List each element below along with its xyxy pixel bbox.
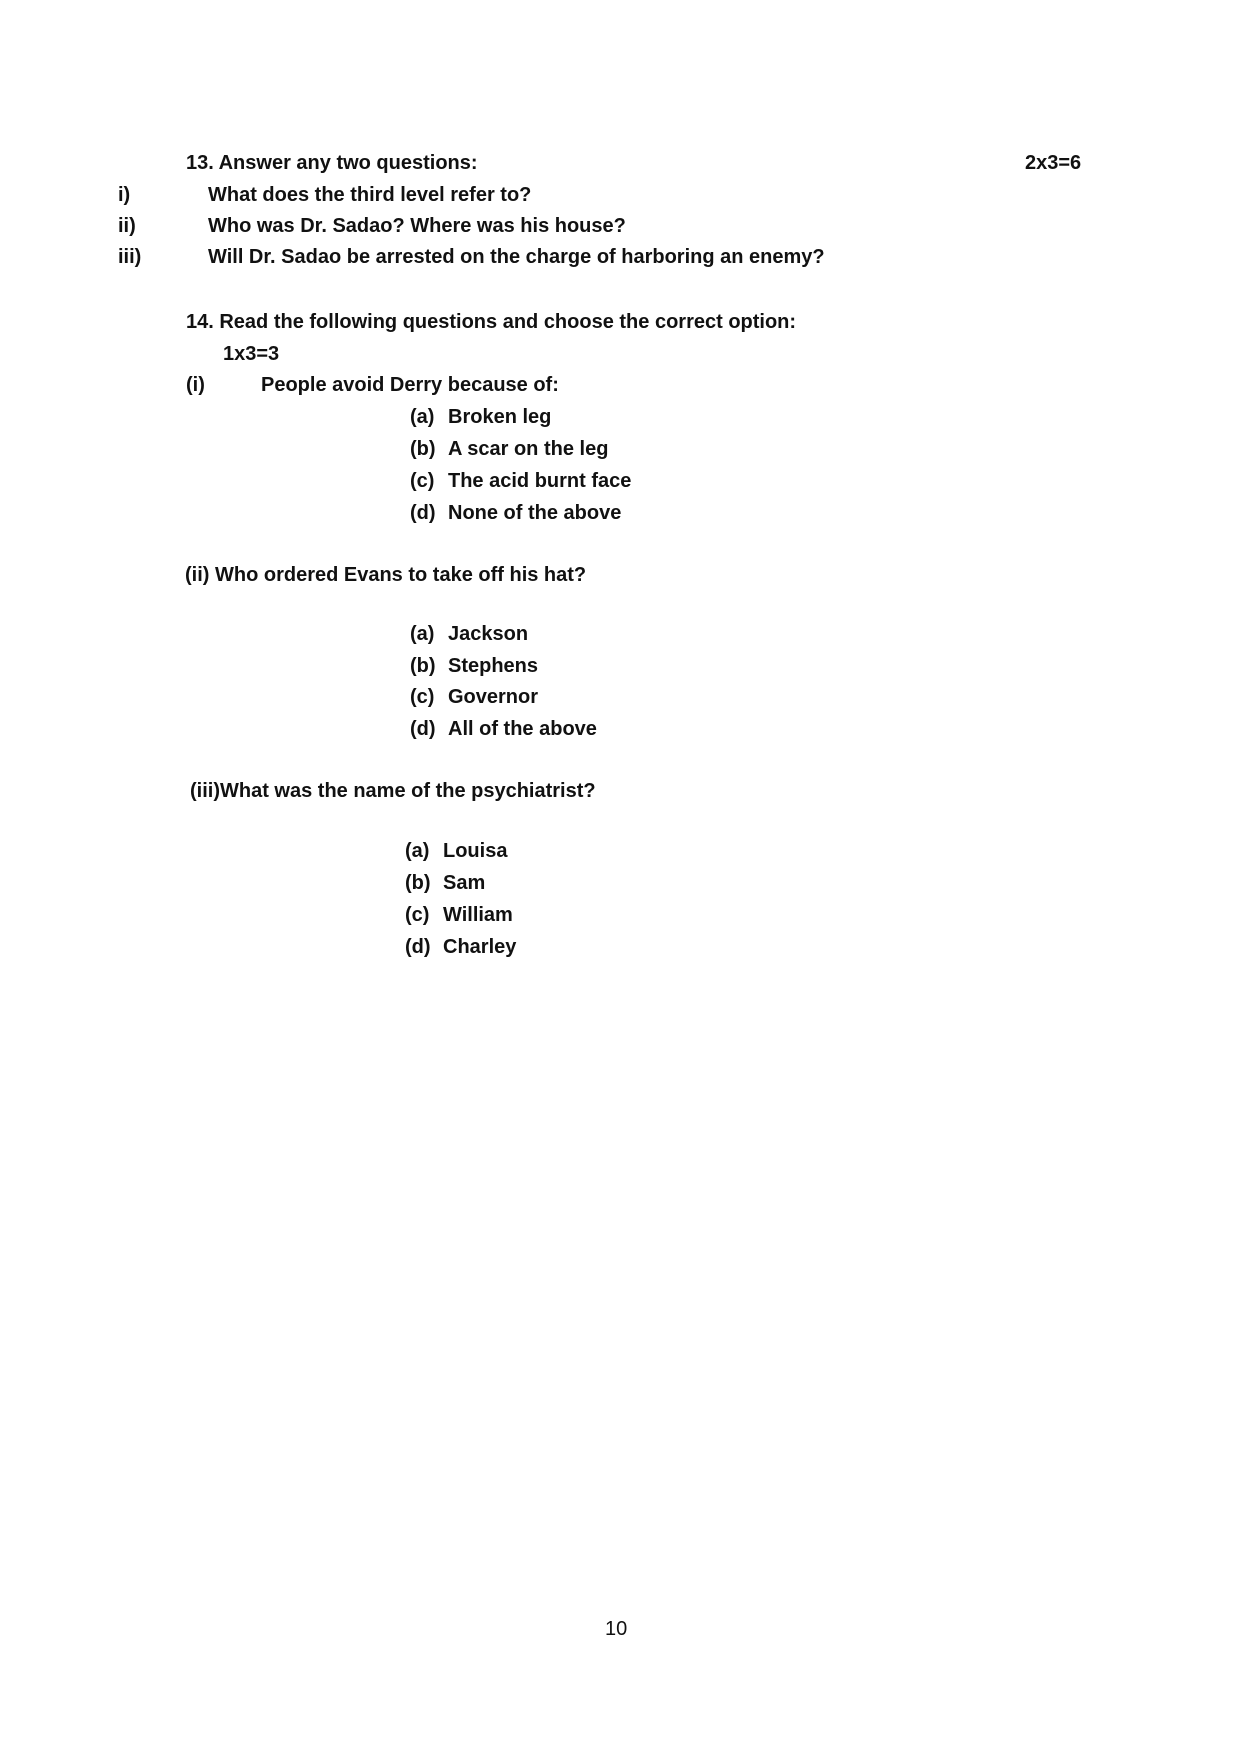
option-label: (d) bbox=[410, 502, 436, 524]
option-text: Jackson bbox=[448, 623, 529, 645]
option-text: A scar on the leg bbox=[448, 438, 609, 460]
option-text: Charley bbox=[443, 936, 517, 958]
option-text: Governor bbox=[448, 686, 539, 708]
q13-item-text: Will Dr. Sadao be arrested on the charge of harboring an enemy? bbox=[208, 246, 825, 268]
option-text: Louisa bbox=[443, 840, 508, 862]
page-number: 10 bbox=[605, 1618, 628, 1640]
q13-marks: 2x3=6 bbox=[1025, 152, 1082, 174]
option-label: (d) bbox=[405, 936, 431, 958]
q13-item-text: What does the third level refer to? bbox=[208, 184, 532, 206]
option-label: (c) bbox=[405, 904, 430, 926]
option-label: (a) bbox=[410, 406, 435, 428]
option-text: Sam bbox=[443, 872, 486, 894]
q14-subq-text: (ii) Who ordered Evans to take off his hat? bbox=[185, 564, 587, 586]
q14-marks: 1x3=3 bbox=[223, 343, 280, 365]
option-label: (c) bbox=[410, 686, 435, 708]
option-label: (d) bbox=[410, 718, 436, 740]
q14-subq-num: (i) bbox=[186, 374, 205, 396]
option-label: (a) bbox=[405, 840, 430, 862]
q14-subq-text: People avoid Derry because of: bbox=[261, 374, 559, 396]
q13-header: 13. Answer any two questions: bbox=[186, 152, 478, 174]
option-text: William bbox=[443, 904, 513, 926]
q14-header: 14. Read the following questions and choose the correct option: bbox=[186, 311, 797, 333]
option-text: Broken leg bbox=[448, 406, 552, 428]
option-text: None of the above bbox=[448, 502, 622, 524]
q14-subq-text: (iii)What was the name of the psychiatrist? bbox=[190, 780, 596, 802]
option-label: (b) bbox=[405, 872, 431, 894]
option-text: Stephens bbox=[448, 655, 539, 677]
option-label: (a) bbox=[410, 623, 435, 645]
q13-item-num: iii) bbox=[118, 246, 142, 268]
option-text: The acid burnt face bbox=[448, 470, 632, 492]
option-label: (b) bbox=[410, 438, 436, 460]
option-label: (c) bbox=[410, 470, 435, 492]
q13-item-num: ii) bbox=[118, 215, 136, 237]
option-text: All of the above bbox=[448, 718, 597, 740]
q13-item-num: i) bbox=[118, 184, 131, 206]
option-label: (b) bbox=[410, 655, 436, 677]
q13-item-text: Who was Dr. Sadao? Where was his house? bbox=[208, 215, 626, 237]
